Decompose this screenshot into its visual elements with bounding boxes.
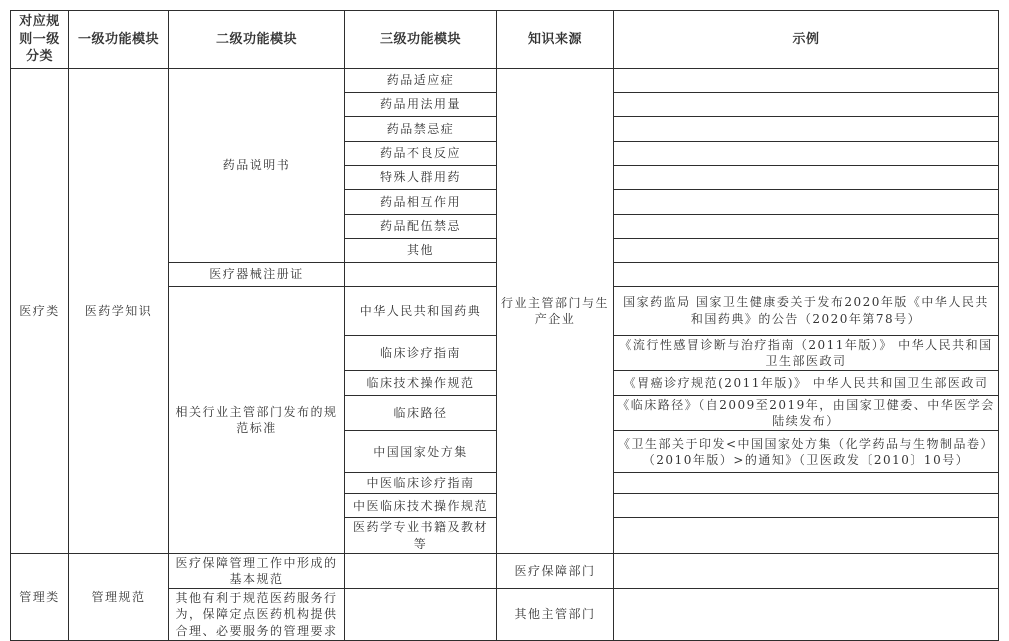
cell-example bbox=[614, 473, 999, 494]
cell-example-empty bbox=[614, 189, 999, 214]
cell-example-empty bbox=[614, 214, 999, 238]
cell-level3-empty bbox=[345, 553, 497, 588]
cell-level2-drug-instructions: 药品说明书 bbox=[169, 68, 345, 262]
cell-level1-medical: 医药学知识 bbox=[69, 68, 169, 553]
cell-level2-device-cert: 医疗器械注册证 bbox=[169, 262, 345, 286]
cell-example-empty bbox=[614, 92, 999, 116]
cell-category-medical: 医疗类 bbox=[11, 68, 69, 553]
cell-level3-item: 临床路径 bbox=[345, 396, 497, 431]
cell-example: 《临床路径》（自2009至2019年，由国家卫健委、中华医学会陆续发布） bbox=[614, 396, 999, 431]
cell-level3-item: 其他 bbox=[345, 238, 497, 262]
cell-example bbox=[614, 553, 999, 588]
table-row bbox=[11, 553, 999, 588]
cell-level3-item: 药品适应症 bbox=[345, 68, 497, 92]
cell-level3-item: 药品不良反应 bbox=[345, 141, 497, 165]
cell-example-empty bbox=[614, 116, 999, 141]
cell-level3-item: 临床诊疗指南 bbox=[345, 335, 497, 370]
cell-level2-basic-norms: 医疗保障管理工作中形成的基本规范 bbox=[169, 553, 345, 588]
cell-category-management: 管理类 bbox=[11, 553, 69, 640]
cell-example: 国家药监局 国家卫生健康委关于发布2020年版《中华人民共和国药典》的公告（2020年第78号） bbox=[614, 286, 999, 335]
cell-level3-item: 药品禁忌症 bbox=[345, 116, 497, 141]
cell-level2-other-requirements: 其他有利于规范医药服务行为，保障定点医药机构提供合理、必要服务的管理要求 bbox=[169, 589, 345, 641]
cell-example: 《流行性感冒诊断与治疗指南（2011年版）》 中华人民共和国卫生部医政司 bbox=[614, 335, 999, 370]
cell-example bbox=[614, 518, 999, 553]
knowledge-module-table bbox=[10, 10, 999, 641]
header-level2-module: 二级功能模块 bbox=[169, 11, 345, 69]
header-knowledge-source: 知识来源 bbox=[497, 11, 614, 69]
cell-example-empty bbox=[614, 165, 999, 189]
cell-level3-empty bbox=[345, 589, 497, 641]
cell-level2-standards: 相关行业主管部门发布的规范标准 bbox=[169, 286, 345, 553]
cell-level3-item: 药品用法用量 bbox=[345, 92, 497, 116]
cell-level3-item: 中医临床技术操作规范 bbox=[345, 494, 497, 518]
cell-level3-item: 药品相互作用 bbox=[345, 189, 497, 214]
cell-level3-item: 特殊人群用药 bbox=[345, 165, 497, 189]
header-level1-module: 一级功能模块 bbox=[69, 11, 169, 69]
table-header-row bbox=[11, 11, 999, 69]
cell-example-empty bbox=[614, 68, 999, 92]
cell-example-empty bbox=[614, 238, 999, 262]
header-example: 示例 bbox=[614, 11, 999, 69]
cell-example bbox=[614, 494, 999, 518]
cell-level3-empty bbox=[345, 262, 497, 286]
cell-level1-management: 管理规范 bbox=[69, 553, 169, 640]
header-rule-category: 对应规则一级分类 bbox=[11, 11, 69, 69]
cell-level3-item: 临床技术操作规范 bbox=[345, 371, 497, 396]
cell-example-empty bbox=[614, 141, 999, 165]
cell-level3-item: 中医临床诊疗指南 bbox=[345, 473, 497, 494]
cell-knowledge-source: 其他主管部门 bbox=[497, 589, 614, 641]
cell-example: 《胃癌诊疗规范(2011年版)》 中华人民共和国卫生部医政司 bbox=[614, 371, 999, 396]
cell-level3-item: 药品配伍禁忌 bbox=[345, 214, 497, 238]
header-level3-module: 三级功能模块 bbox=[345, 11, 497, 69]
cell-example bbox=[614, 589, 999, 641]
cell-example: 《卫生部关于印发<中国国家处方集（化学药品与生物制品卷）（2010年版）>的通知》（卫医政发〔2010〕10号） bbox=[614, 431, 999, 473]
cell-level3-item: 医药学专业书籍及教材等 bbox=[345, 518, 497, 553]
cell-knowledge-source-medical: 行业主管部门与生产企业 bbox=[497, 68, 614, 553]
cell-example-empty bbox=[614, 262, 999, 286]
cell-level3-item: 中国国家处方集 bbox=[345, 431, 497, 473]
cell-level3-item: 中华人民共和国药典 bbox=[345, 286, 497, 335]
cell-knowledge-source: 医疗保障部门 bbox=[497, 553, 614, 588]
table-row bbox=[11, 68, 999, 92]
